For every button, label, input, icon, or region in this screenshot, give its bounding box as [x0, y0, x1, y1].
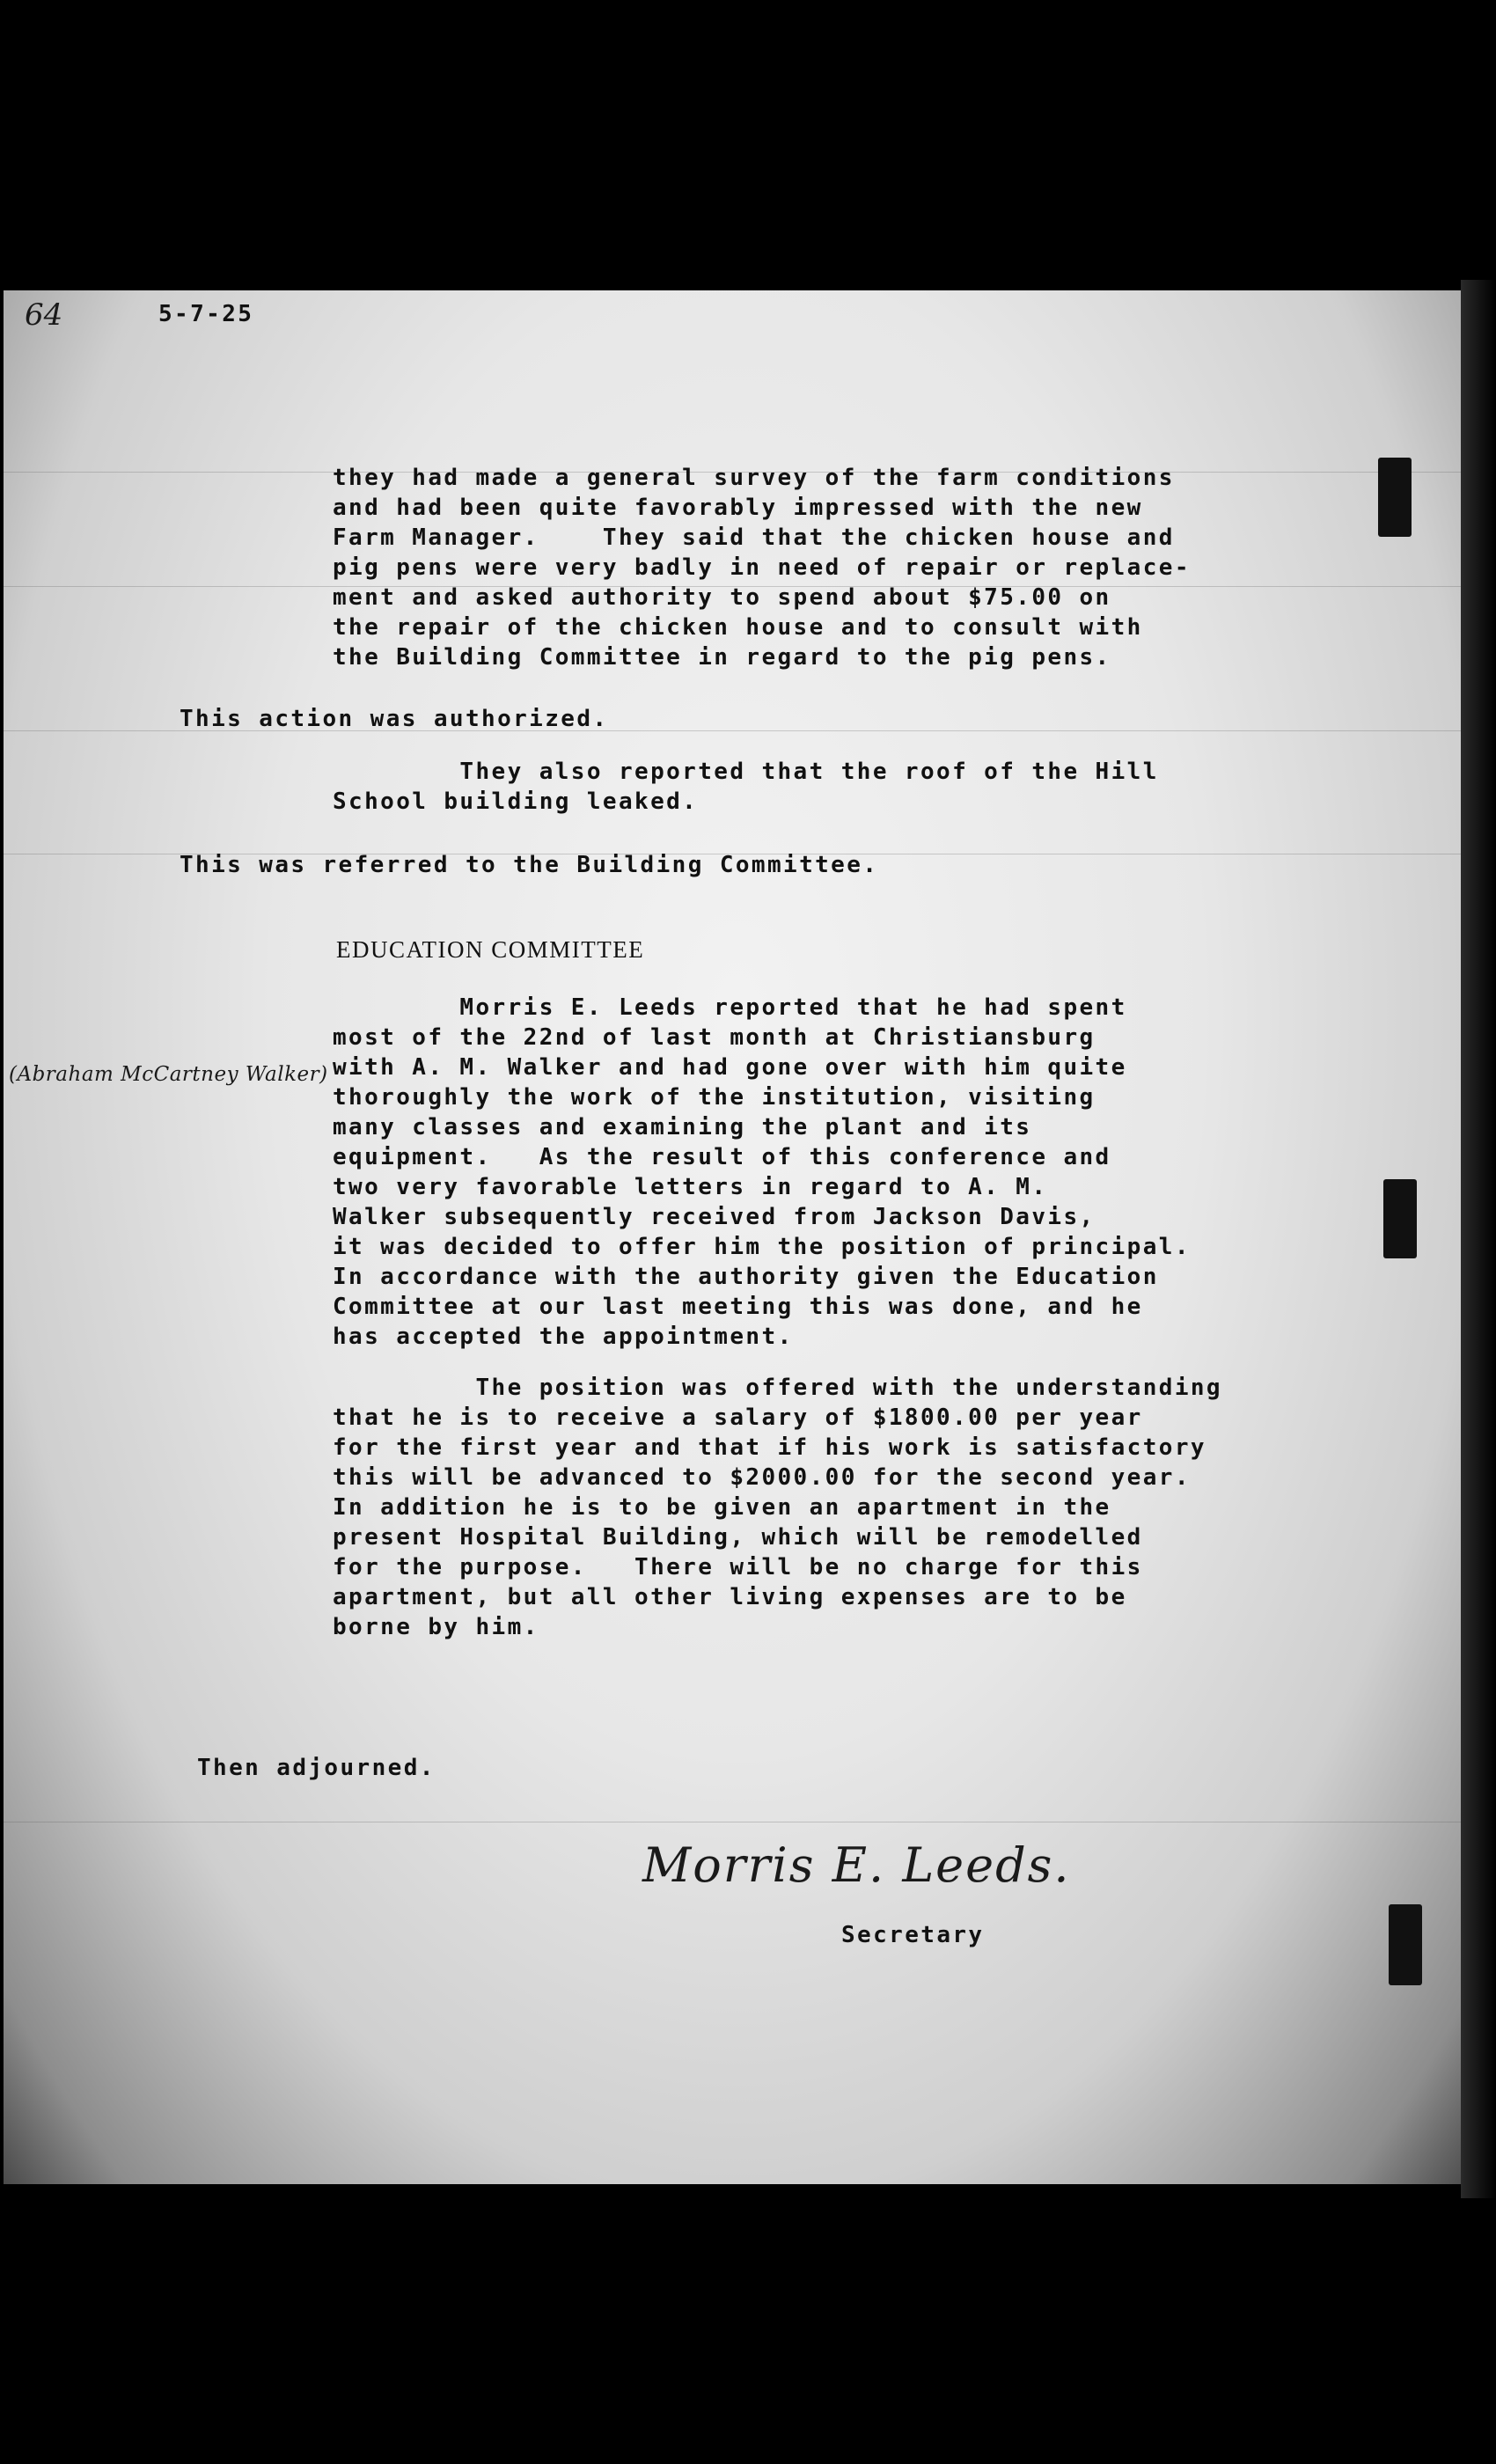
page-number: 64 — [25, 297, 63, 333]
action-referred: This was referred to the Building Committee. — [180, 852, 879, 878]
closing-adjourned: Then adjourned. — [197, 1755, 436, 1781]
document-date: 5-7-25 — [158, 301, 254, 327]
signature-title: Secretary — [841, 1922, 985, 1948]
index-tab-mark — [1389, 1904, 1422, 1985]
paragraph-farm-survey: they had made a general survey of the farm conditions and had been quite favorably impressed with the new Farm Manager. They said that the chicken house and pig pens were very badly in need of repair or replace- ment and asked authority to spend about $75.00 on the repair of the chicken house and to consult with the Building Committee in regard to the pig pens. — [333, 465, 1191, 671]
document-page — [4, 290, 1471, 2184]
handwritten-signature: Morris E. Leeds. — [642, 1837, 1071, 1893]
paragraph-roof-report: They also reported that the roof of the Hill School building leaked. — [333, 759, 1159, 815]
section-heading-education-committee: EDUCATION COMMITTEE — [336, 936, 645, 963]
paragraph-leeds-report: Morris E. Leeds reported that he had spent most of the 22nd of last month at Christiansburg with A. M. Walker and had gone over with him quite thoroughly the work of the institution, visiting many classes and examining the plant and its equipment. As the result of this conference and two very favorable letters in regard to A. M. Walker subsequently received from Jackson Davis, it was decided to offer him the position of principal. In accordance with the authority given the Education Committee at our last meeting this was done, and he has accepted the appointment. — [333, 994, 1191, 1350]
page-edge-shadow — [1461, 280, 1496, 2198]
margin-note-handwritten: (Abraham McCartney Walker) — [9, 1063, 328, 1086]
index-tab-mark — [1383, 1179, 1417, 1258]
index-tab-mark — [1378, 458, 1412, 537]
action-authorized: This action was authorized. — [180, 706, 609, 732]
paragraph-position-terms: The position was offered with the understanding that he is to receive a salary of $1800.00 per year for the first year and that if his work is satisfactory this will be advanced to $2000.00 for the second year. In addition he is to be given an apartment in the present Hospital Building, which will be remodelled for the purpose. There will be no charge for this apartment, but all other living expenses are to be borne by him. — [333, 1375, 1222, 1640]
